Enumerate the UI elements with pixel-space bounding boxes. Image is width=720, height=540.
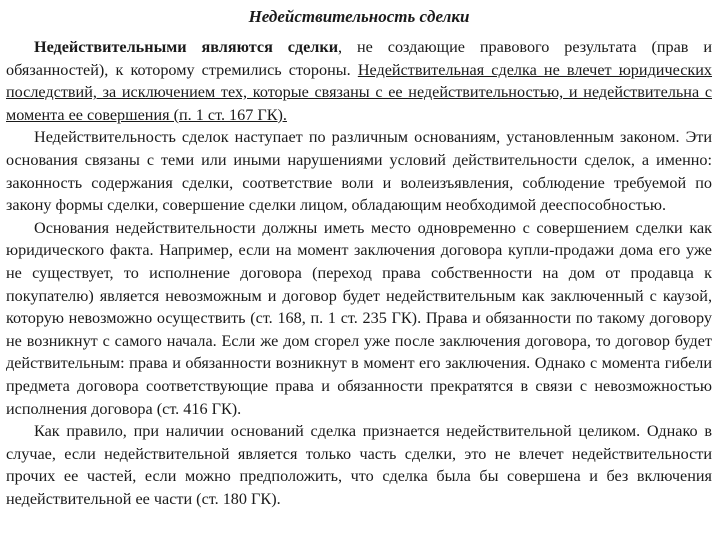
underlined-statement: Недействительная сделка не влечет юридических последствий, за исключением тех, которые связаны с ее недействительностью, и недействительна с момента ее совершения (п. 1 ст. 167 ГК). bbox=[6, 60, 713, 124]
paragraph-partial-invalidity: Как правило, при наличии оснований сделка признается недействительной целиком. Однако в случае, если недействительной является только часть сделки, это не влечет недействительности прочих ее частей, если можно предположить, что сделка была бы совершена и без включения недействительной ее части (ст. 180 ГК). bbox=[6, 422, 712, 508]
paragraph-timing-example: Основания недействительности должны иметь место одновременно с совершением сделки как юридического факта. Например, если на момент заключения договора купли-продажи дома его уже не существует, то исполнение договора (переход права собственности на дом от продавца к покупателю) является невозможным и договор будет недействительным как заключенный с каузой, которую невозможно осуществить (ст. 168, п. 1 ст. 235 ГК). Права и обязанности по такому договору не возникнут с самого начала. Если же дом сгорел уже после заключения договора, то договор будет действительным: права и обязанности возникнут в момент его заключения. Однако с момента гибели предмета договора соответствующие права и обязанности прекратятся в связи с невозможностью исполнения договора (ст. 416 ГК). bbox=[6, 218, 712, 418]
paragraph-definition bbox=[6, 36, 712, 126]
definition-text: , не создающие правового результата (прав и обязанностей), к которому стремились стороны. bbox=[6, 38, 712, 79]
defined-term: Недействительными являются сделки bbox=[34, 38, 339, 56]
paragraph-grounds: Недействительность сделок наступает по различным основаниям, установленным законом. Эти основания связаны с теми или иными нарушениями условий действительности сделок, а именно: законность содержания сделки, соответствие воли и волеизъявления, соблюдение требуемой по закону формы сделки, совершение сделки лицом, обладающим необходимой дееспособностью. bbox=[6, 128, 712, 215]
document-title: Недействительность сделки bbox=[248, 7, 470, 26]
document-page bbox=[6, 0, 712, 510]
